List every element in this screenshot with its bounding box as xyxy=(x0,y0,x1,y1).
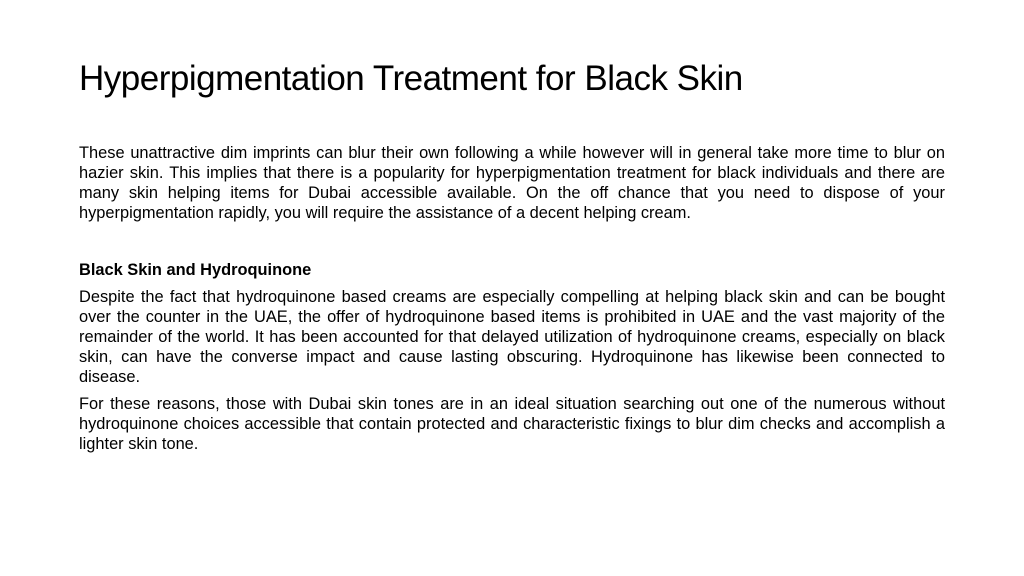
slide-body xyxy=(79,143,945,454)
conclusion-paragraph: For these reasons, those with Dubai skin tones are in an ideal situation searching out one of the numerous without hydroquinone choices accessible that contain protected and characteristic fixings to blur dim checks and accomplish a lighter skin tone. xyxy=(79,395,945,453)
intro-paragraph: These unattractive dim imprints can blur their own following a while however will in general take more time to blur on hazier skin. This implies that there is a popularity for hyperpigmentation treatment for black individuals and there are many skin helping items for Dubai accessible available. On the off chance that you need to dispose of your hyperpigmentation rapidly, you will require the assistance of a decent helping cream. xyxy=(79,144,945,222)
slide-title: Hyperpigmentation Treatment for Black Skin xyxy=(79,59,743,98)
hydroquinone-paragraph: Despite the fact that hydroquinone based creams are especially compelling at helping black skin and can be bought over the counter in the UAE, the offer of hydroquinone based items is prohibited in UAE and the vast majority of the remainder of the world. It has been accounted for that delayed utilization of hydroquinone creams, especially on black skin, can have the converse impact and cause lasting obscuring. Hydroquinone has likewise been connected to disease. xyxy=(79,288,945,386)
section-heading: Black Skin and Hydroquinone xyxy=(79,261,312,279)
